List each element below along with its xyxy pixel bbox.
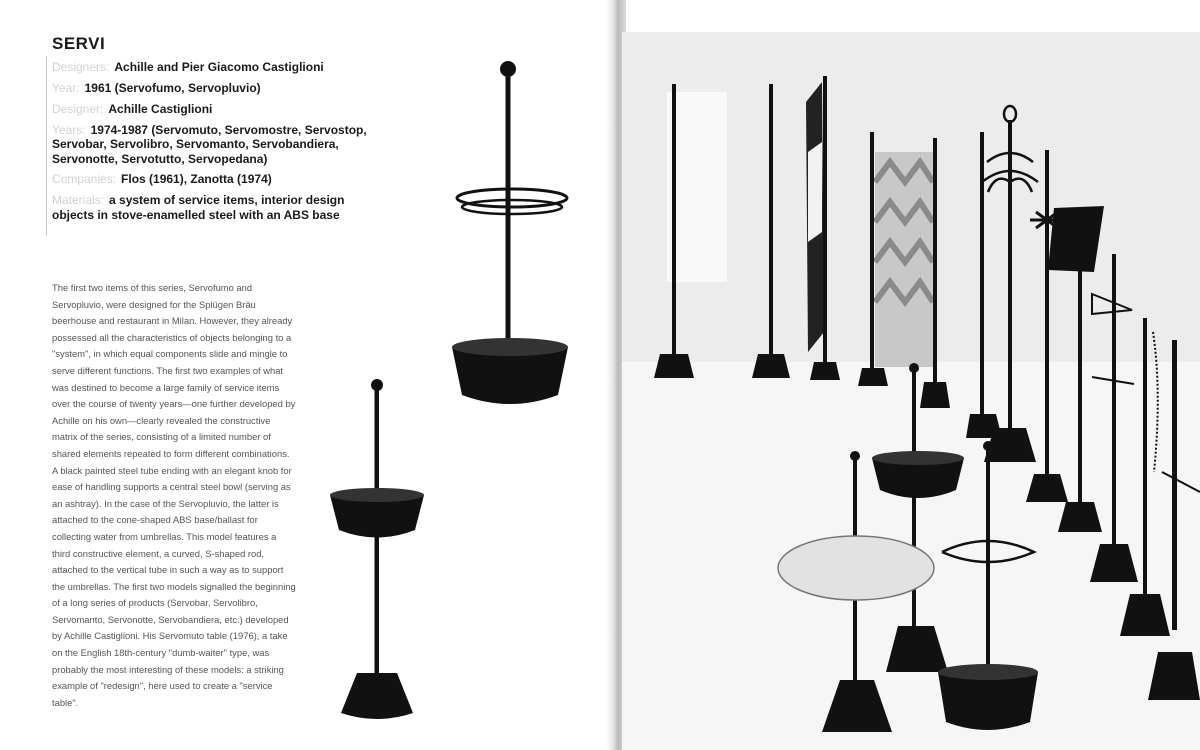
body-paragraph: The first two items of this series, Servofumo and Servopluvio, were designed for the Splügen Bräu beerhouse and restaurant in Milan. However, they already possessed all the characteristics of objects belonging to a "system", in which equal components slide and mingle to serve different functions. The first two examples of what was destined to become a large family of service items over the course of twenty years—one further developed by Achille on his own—clearly revealed the constructive matrix of the series, consisting of a limited number of shared elements repeated to form different combinations. A black painted steel tube ending with an elegant knob for ease of handling supports a central steel bowl (serving as an ashtray). In the case of the Servopluvio, the latter is attached to the cone-shaped ABS base/ballast for collecting water from umbrellas. This model features a third constructive element, a curved, S-shaped rod, attached to the vertical tube in such a way as to support the umbrellas. The first two models signalled the beginning of a long series of products (Servobar, Servolibro, Servomanto, Servonotte, Servobandiera, etc.) developed by Achille Castiglioni. His Servomuto table (1976), a take on the English 18th-century "dumb-waiter" type, was probably the most interesting of these models: a striking example of "redesign", here used to create a "service table". xyxy=(52,282,296,708)
credit-label: Materials: xyxy=(52,193,105,208)
credit-value: Achille and Pier Giacomo Castiglioni xyxy=(114,60,324,74)
credit-label: Companies: xyxy=(52,172,117,187)
credits-divider xyxy=(46,56,47,236)
credit-years xyxy=(52,123,382,166)
credit-designers xyxy=(52,60,382,74)
body-text xyxy=(52,280,297,711)
credit-label: Designers: xyxy=(52,60,110,74)
credit-value: Flos (1961), Zanotta (1974) xyxy=(121,172,272,187)
credit-value: 1961 (Servofumo, Servopluvio) xyxy=(84,80,261,95)
credit-year xyxy=(52,81,382,95)
credits-block xyxy=(52,60,382,229)
credit-value: 1974-1987 (Servomuto, Servomostre, Servostop, Servobar, Servolibro, Servomanto, Servobandiera, Servonotte, Servotutto, Servopedana) xyxy=(52,122,367,166)
page-title: SERVI xyxy=(52,34,106,53)
servi-installation-photo xyxy=(622,32,1200,750)
servofumo-photo xyxy=(325,375,435,725)
credit-companies xyxy=(52,172,382,186)
credit-value: a system of service items, interior design objects in stove-enamelled steel with an ABS base xyxy=(52,193,345,222)
credit-label: Years: xyxy=(52,122,86,137)
credit-materials xyxy=(52,193,382,222)
servopluvio-photo xyxy=(440,55,580,415)
servi-installation-illustration xyxy=(622,32,1200,750)
credit-label: Designer: xyxy=(52,101,104,116)
credit-label: Year: xyxy=(52,80,80,95)
credit-designer xyxy=(52,102,382,116)
credit-value: Achille Castiglioni xyxy=(108,101,213,116)
